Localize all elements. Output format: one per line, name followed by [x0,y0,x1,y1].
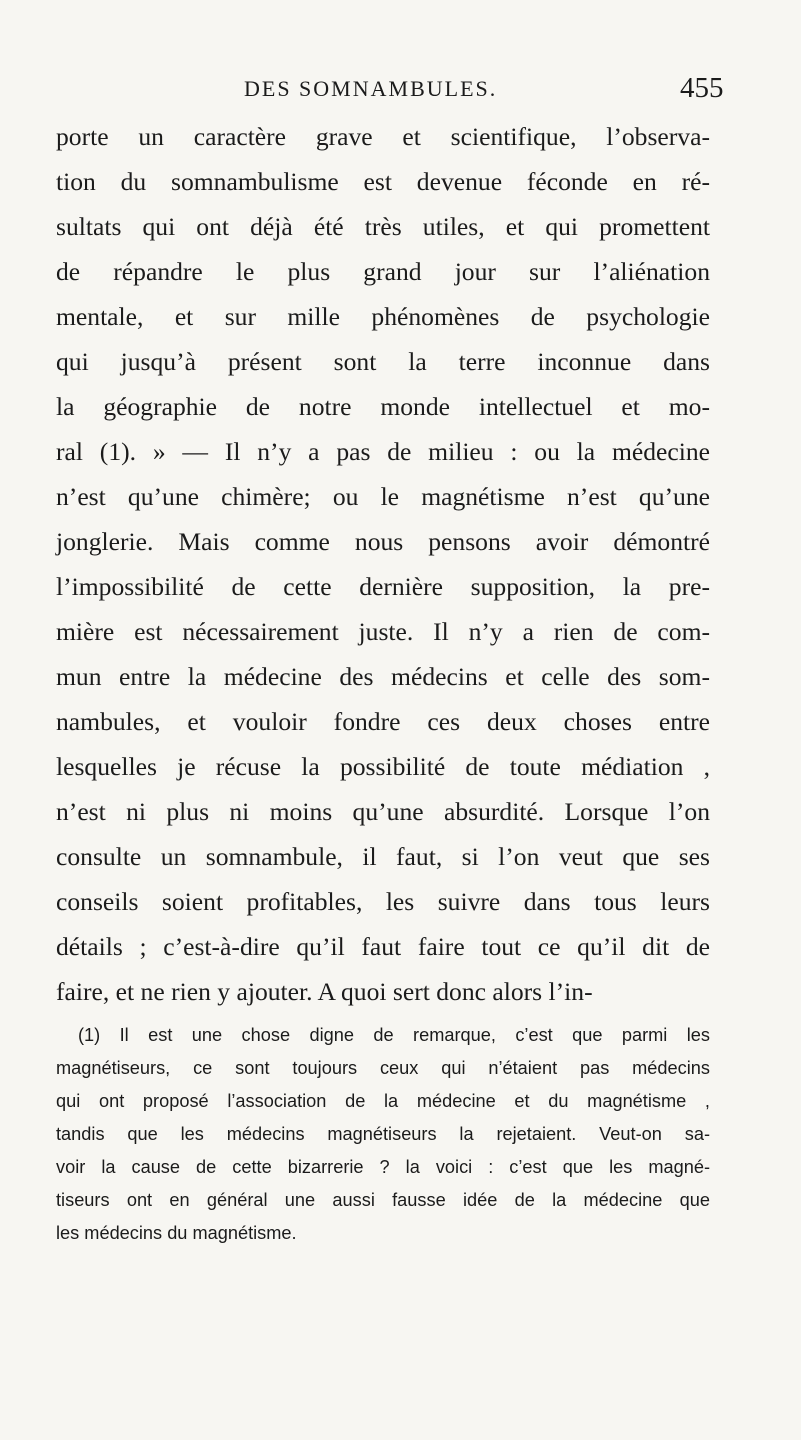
text-line: ral (1). » — Il n’y a pas de milieu : ou la médecine [56,437,710,466]
text-line: porte un caractère grave et scientifique, l’observa- [56,122,710,151]
text-line: jonglerie. Mais comme nous pensons avoir démontré [56,527,710,556]
text-line: l’impossibilité de cette dernière supposition, la pre- [56,572,710,601]
text-line: tion du somnambulisme est devenue féconde en ré- [56,167,710,196]
footnote-line: magnétiseurs, ce sont toujours ceux qui n’étaient pas médecins [56,1058,710,1078]
text-line: lesquelles je récuse la possibilité de toute médiation , [56,752,710,781]
text-line: qui jusqu’à présent sont la terre inconnue dans [56,347,710,376]
text-line: mentale, et sur mille phénomènes de psychologie [56,302,710,331]
text-line: conseils soient profitables, les suivre dans tous leurs [56,887,710,916]
footnote-line: qui ont proposé l’association de la médecine et du magnétisme , [56,1091,710,1111]
footnote-line: les médecins du magnétisme. [56,1223,297,1243]
footnote [56,1019,710,1250]
running-title: DES SOMNAMBULES. [244,76,498,101]
footnote-line: (1) Il est une chose digne de remarque, c’est que parmi les [78,1025,710,1045]
text-line: sultats qui ont déjà été très utiles, et qui promettent [56,212,710,241]
footnote-line: tandis que les médecins magnétiseurs la rejetaient. Veut-on sa- [56,1124,710,1144]
text-line: faire, et ne rien y ajouter. A quoi sert donc alors l’in- [56,977,593,1006]
page-number: 455 [680,72,724,104]
text-line: n’est ni plus ni moins qu’une absurdité. Lorsque l’on [56,797,710,826]
text-line: mière est nécessairement juste. Il n’y a rien de com- [56,617,710,646]
text-line: consulte un somnambule, il faut, si l’on veut que ses [56,842,710,871]
text-line: nambules, et vouloir fondre ces deux choses entre [56,707,710,736]
text-line: de répandre le plus grand jour sur l’aliénation [56,257,710,286]
text-line: la géographie de notre monde intellectuel et mo- [56,392,710,421]
text-line: mun entre la médecine des médecins et celle des som- [56,662,710,691]
text-line: n’est qu’une chimère; ou le magnétisme n’est qu’une [56,482,710,511]
footnote-line: tiseurs ont en général une aussi fausse idée de la médecine que [56,1190,710,1210]
footnote-line: voir la cause de cette bizarrerie ? la voici : c’est que les magné- [56,1157,710,1177]
text-line: détails ; c’est-à-dire qu’il faut faire tout ce qu’il dit de [56,932,710,961]
main-text [56,114,710,1014]
running-head [0,72,801,112]
